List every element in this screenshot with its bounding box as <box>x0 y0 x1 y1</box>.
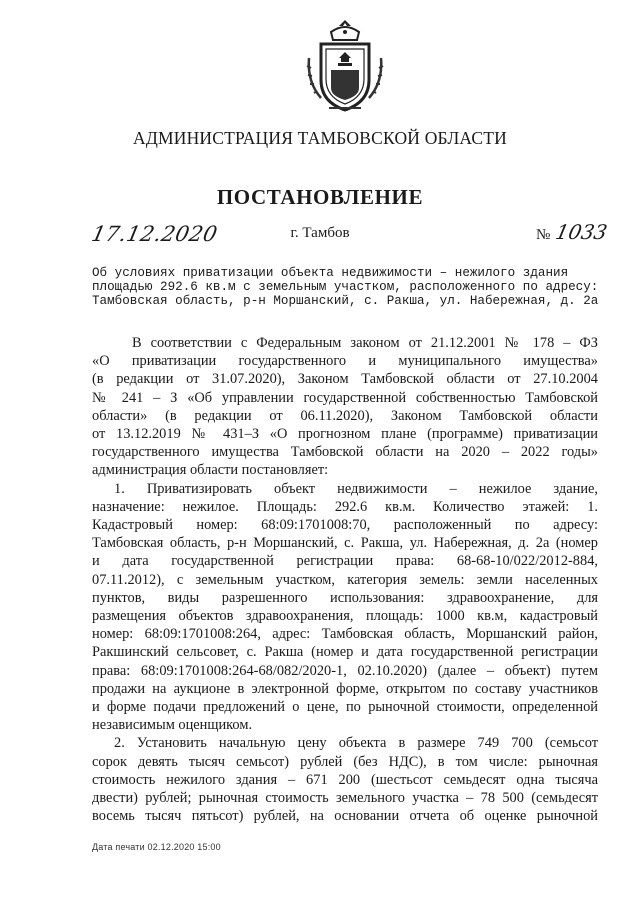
item-1-line: 1. Приватизировать объект недвижимости – нежилое здание, <box>114 480 598 497</box>
item-1-line: и форме подачи предложений о цене, по рыночной стоимости, определенной <box>92 699 598 716</box>
item-1-line: права: 68:09:1701008:264-68/082/2020-1, 02.10.2020) (далее – объект) путем <box>92 662 598 679</box>
subject-line: Тамбовская область, р-н Моршанский, с. Ракша, ул. Набережная, д. 2а <box>92 294 599 308</box>
item-2-line: сорок девять тысяч семьсот) рублей (без НДС), в том числе: рыночная <box>92 753 598 770</box>
preamble-line: № 241 – З «Об управлении государственной собственностью Тамбовской <box>92 389 598 406</box>
item-1-line: Ракшинский сельсовет, с. Ракша (номер и дата государственной регистрации <box>92 644 598 661</box>
city-name: г. Тамбов <box>290 225 350 241</box>
preamble-line: «О приватизации государственного и муниципального имущества» <box>92 353 598 370</box>
preamble-line: В соответствии с Федеральным законом от 21.12.2001 № 178 – ФЗ <box>132 335 598 351</box>
preamble-line: (в редакции от 31.07.2020), Законом Тамбовской области от 27.10.2004 <box>92 371 598 388</box>
document-body <box>92 334 598 825</box>
document-number-block <box>536 220 610 244</box>
preamble-line: области» (в редакции от 06.11.2020), Законом Тамбовской области <box>92 407 598 424</box>
item-1-line: Тамбовская область, р-н Моршанский, с. Ракша, ул. Набережная, д. 2а (номер <box>92 535 598 552</box>
organization-name: АДМИНИСТРАЦИЯ ТАМБОВСКОЙ ОБЛАСТИ <box>133 128 507 148</box>
item-2-line: стоимость нежилого здания – 671 200 (шестьсот семьдесят одна тысяча <box>92 771 598 788</box>
item-2-line: восемь тысяч пятьсот) рублей, на основании отчета об оценке рыночной <box>92 808 598 825</box>
item-1-line: назначение: нежилое. Площадь: 292.6 кв.м. Количество этажей: 1. <box>92 498 598 515</box>
item-1-line: размещения объектов здравоохранения, площадь: 1000 кв.м, кадастровый <box>92 608 598 625</box>
number-sign: № <box>536 227 551 243</box>
print-date-footer: Дата печати 02.12.2020 15:00 <box>92 842 221 852</box>
item-1-line: продажи на аукционе в электронной форме, открытом по составу участников <box>92 680 598 697</box>
item-1-line: номер: 68:09:1701008:264, адрес: Тамбовская область, Моршанский район, <box>92 626 598 643</box>
subject-line: Об условиях приватизации объекта недвижимости – нежилого здания <box>92 266 569 280</box>
subject-line: площадью 292.6 кв.м с земельным участком, расположенного по адресу: <box>92 280 599 294</box>
tambov-region-coat-of-arms-icon <box>305 18 385 114</box>
item-1-line: пунктов, виды разрешенного использования: здравоохранение, для <box>92 589 598 606</box>
item-2-line: двести) рублей; рыночная стоимость земельного участка – 78 500 (семьдесят <box>92 790 598 807</box>
handwritten-number: 1033 <box>553 220 610 244</box>
item-2-line: 2. Установить начальную цену объекта в размере 749 700 (семьсот <box>114 735 598 752</box>
preamble-line: от 13.12.2019 № 431–З «О прогнозном плане (программе) приватизации <box>92 426 598 443</box>
preamble-line: государственного имущества Тамбовской области на 2020 – 2022 годы» <box>92 444 598 461</box>
item-1-line: Кадастровый номер: 68:09:1701008:70, расположенный по адресу: <box>92 517 598 534</box>
preamble-line: администрация области постановляет: <box>92 462 329 479</box>
handwritten-date: 17.12.2020 <box>89 222 220 246</box>
document-subject <box>92 266 598 308</box>
document-type-title: ПОСТАНОВЛЕНИЕ <box>216 185 424 209</box>
item-1-line: 07.11.2012), с земельным участком, категория земель: земли населенных <box>92 571 598 588</box>
item-1-line: и дата государственной регистрации права: 68-68-10/022/2012-884, <box>92 553 598 570</box>
item-1-line: независимым оценщиком. <box>92 717 253 734</box>
